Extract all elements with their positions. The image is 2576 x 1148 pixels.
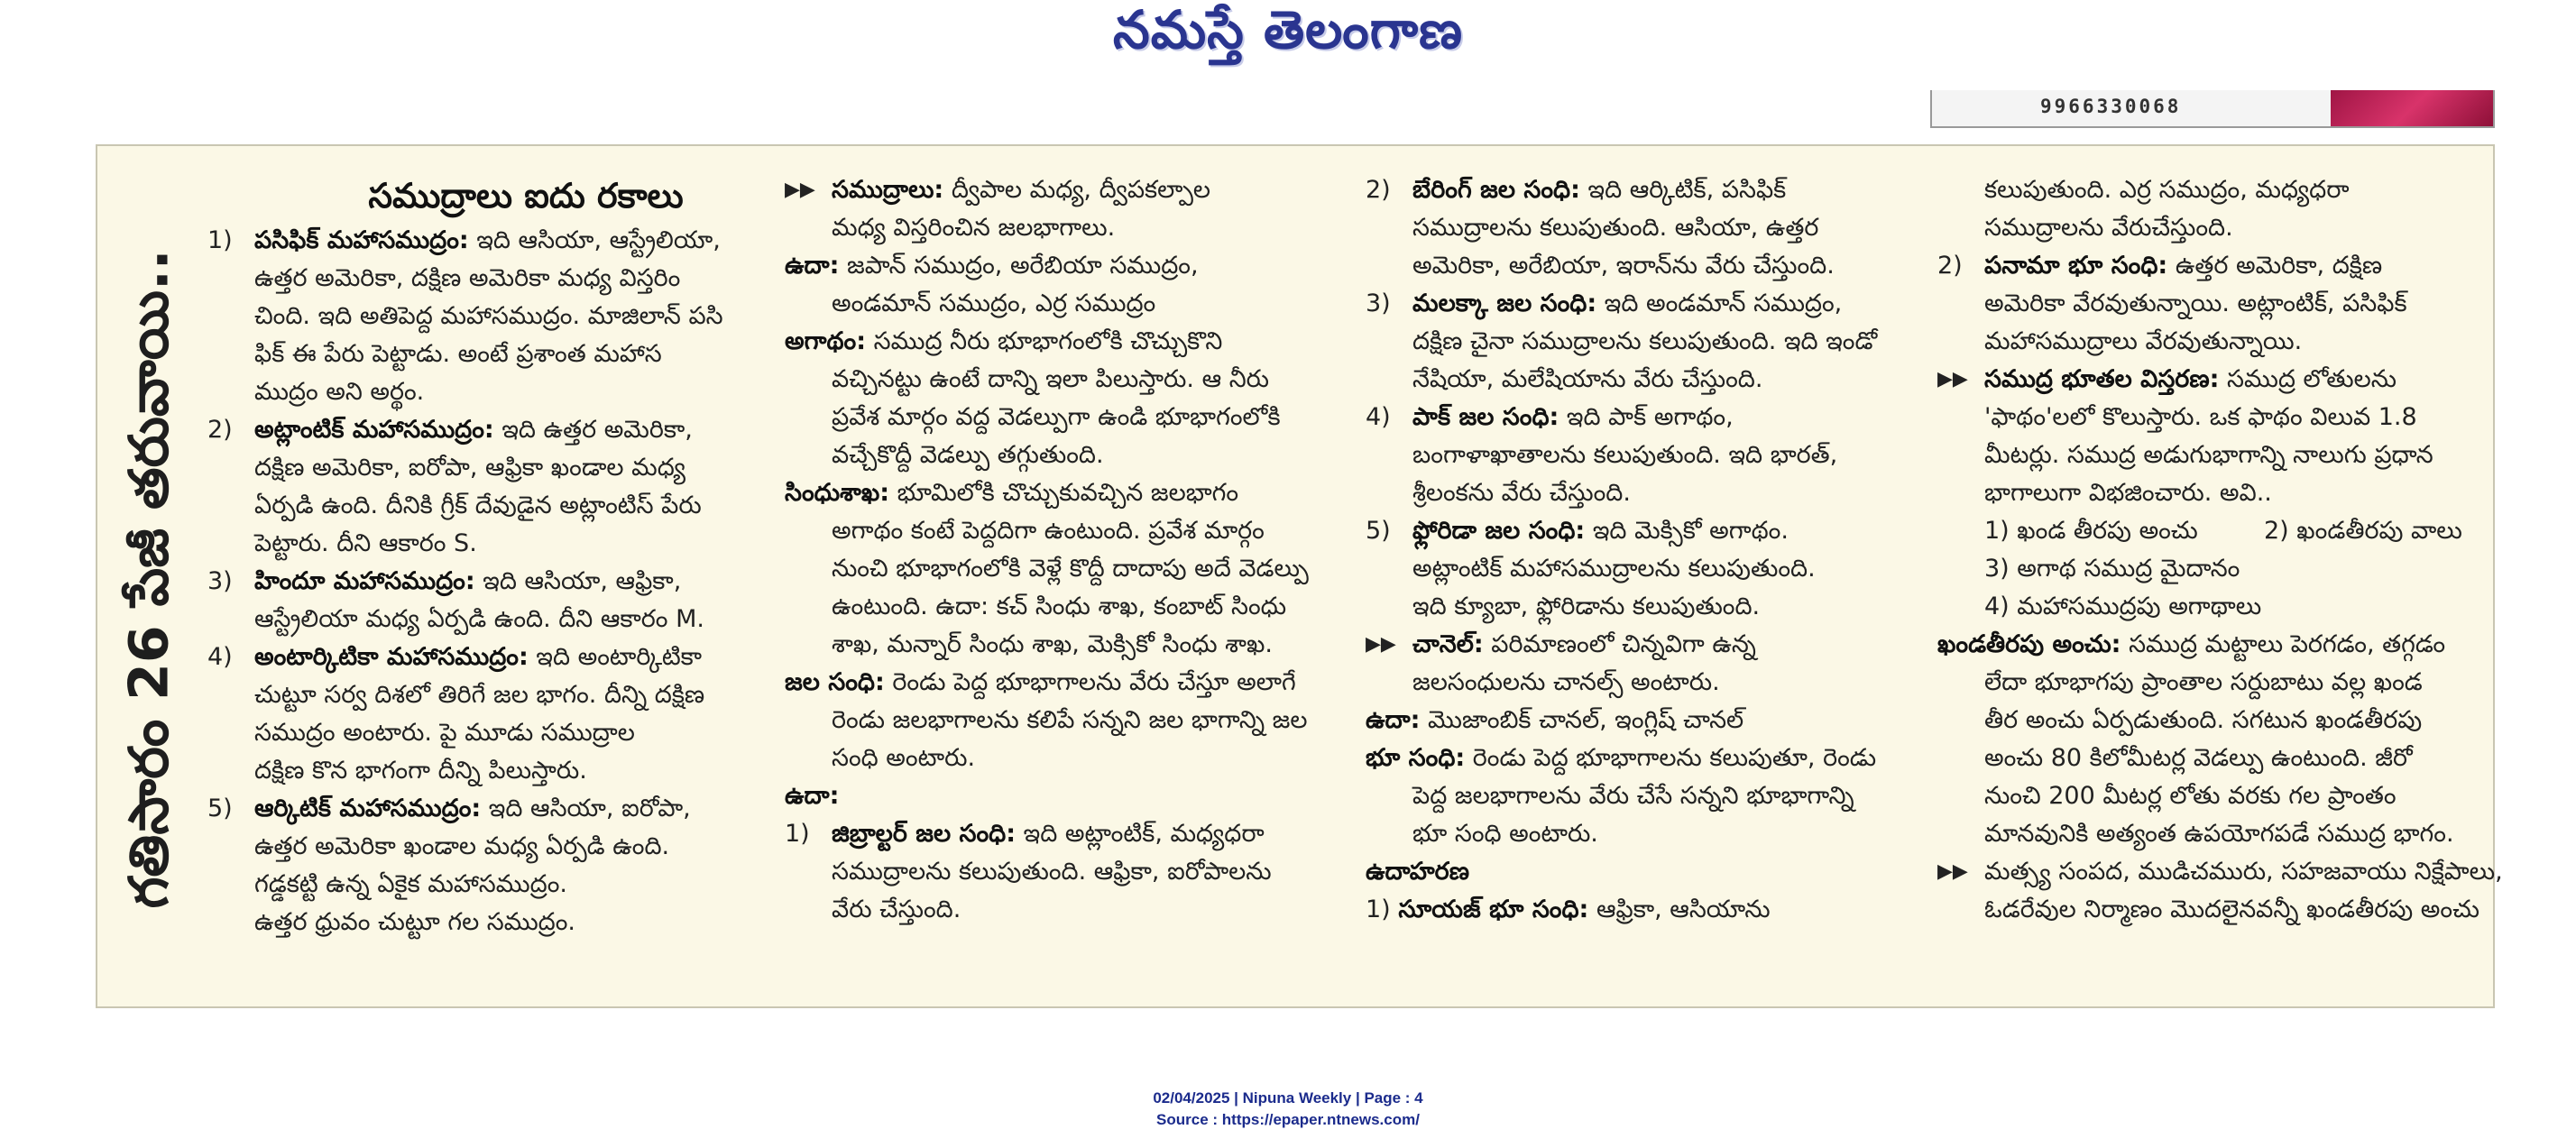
item-text: రెండు పెద్ద భూభాగాలను వేరు చేస్తూ అలాగే [892,668,1296,696]
item-text: ఉత్తర అమెరికా, దక్షిణ [2175,252,2383,280]
item-text: భూ సంధి అంటారు. [1412,820,1598,848]
item-text: అండమాన్ సముద్రం, ఎర్ర సముద్రం [832,289,1156,317]
item-term: సూయజ్ భూ సంధి: [1398,895,1589,923]
item-number: 1) [1366,895,1391,923]
item-term: హిందూ మహాసముద్రం: [254,567,475,595]
item-text: లేదా భూభాగపు ప్రాంతాల సర్దుబాటు వల్ల ఖండ [1984,668,2423,696]
column-1 [207,171,844,941]
item-text: కలుపుతుంది. ఎర్ర సముద్రం, మధ్యధరా [1984,176,2350,204]
double-arrow-icon: ▶▶ [1366,633,1396,656]
item-text: ఆఫ్రికా, ఆసియాను [1596,895,1771,923]
list-item [785,815,1416,853]
item-text: సంధి అంటారు. [832,744,976,772]
list-item [1366,171,1997,209]
masthead [0,0,2576,72]
item-text: ఓడరేవుల నిర్మాణం మొదలైనవన్నీ ఖండతీరపు అంచు [1984,895,2479,923]
item-number: 2) [1937,252,1963,280]
item-text: అమెరికా వేరవుతున్నాయి. అట్లాంటిక్, పసిఫిక్ [1984,289,2407,317]
item-term: అంటార్కిటికా మహాసముద్రం: [254,643,529,671]
item-number: 2) [207,416,233,444]
item-text: సముద్రాలను వేరుచేస్తుంది. [1984,214,2233,242]
item-text: మహాసముద్రాలు వేరవుతున్నాయి. [1984,327,2303,355]
item-text: సముద్ర నీరు భూభాగంలోకి చొచ్చుకొని [873,327,1223,355]
item-text: ఇది ఆర్కిటిక్, పసిఫిక్ [1587,176,1787,204]
footer-source-link[interactable]: Source : https://epaper.ntnews.com/ [1156,1111,1420,1128]
item-text: ఇది అంటార్కిటికా [536,643,703,671]
column-4 [1937,171,2569,929]
item-text: ద్వీపాల మధ్య, ద్వీపకల్పాల [951,176,1211,204]
article-heading: సముద్రాలు ఐదు రకాలు [368,176,684,216]
item-text: జలసంధులను చానల్స్ అంటారు. [1412,668,1720,696]
item-text: ఉత్తర అమెరికా, దక్షిణ అమెరికా మధ్య విస్తరిం [254,264,681,292]
list-item [207,790,844,828]
item-number: 5) [1366,517,1391,545]
parts-row [1937,512,2569,550]
ad-phone-number: 9966330068 [2040,96,2182,117]
bullet-item [1937,361,2569,399]
bullet-item [1937,853,2569,891]
part-item: 3) అగాథ సముద్ర మైదానం [1984,555,2240,583]
item-text: ఫిక్ ఈ పేరు పెట్టాడు. అంటే ప్రశాంత మహాస [254,340,662,368]
item-term: ఆర్కిటిక్ మహాసముద్రం: [254,794,482,822]
item-term: జల సంధి: [785,668,885,696]
item-number: 5) [207,794,233,822]
item-text: వచ్చినట్టు ఉంటే దాన్ని ఇలా పిలుస్తారు. ఆ నీరు [832,365,1270,393]
item-text: ఇది ఆసియా, ఆస్ట్రేలియా, [476,226,721,254]
item-text: ఉత్తర అమెరికా ఖండాల మధ్య ఏర్పడి ఉంది. [254,832,670,860]
item-text: మొజాంబిక్ చానల్, ఇంగ్లిష్ చానల్ [1428,706,1744,734]
item-text: ప్రవేశ మార్గం వద్ద వెడల్పుగా ఉండి భూభాగంలోకి [832,403,1281,431]
item-text: రెండు జలభాగాలను కలిపే సన్నని జల భాగాన్ని జల [832,706,1308,734]
footer [0,1088,2576,1131]
item-text: మధ్య విస్తరించిన జలభాగాలు. [832,214,1116,242]
item-term: భూ సంధి: [1366,744,1466,772]
item-text: దక్షిణ చైనా సముద్రాలను కలుపుతుంది. ఇది ఇండో [1412,327,1878,355]
item-term: ఫ్లోరిడా జల సంధి: [1412,517,1586,545]
column-2 [785,171,1416,929]
item-text: ఇది అట్లాంటిక్, మధ్యధరా [1023,820,1265,848]
list-item [207,638,844,676]
item-text: సముద్రాలను కలుపుతుంది. ఆఫ్రికా, ఐరోపాలను [832,858,1272,886]
ad-image [2331,90,2493,126]
item-text: శ్రీలంకను వేరు చేస్తుంది. [1412,479,1631,507]
item-text: ఉంటుంది. ఉదా: కచ్ సింధు శాఖ, కంబాట్ సింధు [832,592,1287,620]
list-item [207,222,844,260]
item-text: ఇది మెక్సికో అగాథం. [1592,517,1789,545]
bullet-item [785,171,1416,209]
part-item: 2) ఖండతీరపు వాలు [2264,517,2462,545]
item-text: 'ఫాథం'లలో కొలుస్తారు. ఒక ఫాథం విలువ 1.8 [1984,403,2417,431]
item-term: ఉదా: [785,252,840,280]
list-item [207,411,844,449]
list-item [1366,512,1997,550]
vertical-title [115,187,197,971]
item-text: చింది. ఇది అతిపెద్ద మహాసముద్రం. మాజిలాన్ పసి [254,302,723,330]
item-text: ముద్రం అని అర్థం. [254,378,425,406]
item-text: అంచు 80 కిలోమీటర్ల వెడల్పు ఉంటుంది. జీరో [1984,744,2413,772]
item-term: ఉదా: [785,782,840,810]
item-number: 1) [785,820,810,848]
item-text: రెండు పెద్ద భూభాగాలను కలుపుతూ, రెండు [1472,744,1877,772]
item-text: శాఖ, మన్నార్ సింధు శాఖ, మెక్సికో సింధు శాఖ. [832,630,1273,658]
item-text: ఇది క్యూబా, ఫ్లోరిడాను కలుపుతుంది. [1412,592,1761,620]
item-term: జిబ్రాల్టర్ జల సంధి: [832,820,1017,848]
item-text: మీటర్లు. సముద్ర అడుగుభాగాన్ని నాలుగు ప్రధాన [1984,441,2433,469]
item-term: సముద్ర భూతల విస్తరణ: [1984,365,2220,393]
item-term: పసిఫిక్ మహాసముద్రం: [254,226,469,254]
vertical-title-text: గతిసారం 26 పేజీ తరువాయి.. [118,249,181,909]
item-term: సముద్రాలు: [832,176,944,204]
item-term: అగాథం: [785,327,867,355]
item-term: ఉదా: [1366,706,1421,734]
item-text: గడ్డకట్టి ఉన్న ఏకైక మహాసముద్రం. [254,870,567,898]
double-arrow-icon: ▶▶ [1937,368,1968,390]
part-item: 4) మహాసముద్రపు అగాథాలు [1984,592,2262,620]
item-number: 4) [1366,403,1391,431]
item-text: చుట్టూ సర్వ దిశలో తిరిగే జల భాగం. దీన్ని దక్షిణ [254,681,705,709]
item-term: పాక్ జల సంధి: [1412,403,1559,431]
list-item [1366,285,1997,323]
masthead-logo: నమస్తే తెలంగాణ [1113,0,1463,60]
ad-strip [1930,90,2495,128]
list-item [1366,891,1997,929]
item-number: 1) [207,226,233,254]
footer-date-line: 02/04/2025 | Nipuna Weekly | Page : 4 [1153,1089,1423,1107]
item-text: వేరు చేస్తుంది. [832,895,961,923]
item-term: మలక్కా జల సంధి: [1412,289,1597,317]
item-text: భాగాలుగా విభజించారు. అవి.. [1984,479,2272,507]
item-text: మత్స్య సంపద, ముడిచమురు, సహజవాయు నిక్షేపాలు, [1984,858,2503,886]
double-arrow-icon: ▶▶ [1937,860,1968,883]
item-text: పెద్ద జలభాగాలను వేరు చేసే సన్నని భూభాగాన్ని [1412,782,1854,810]
item-text: వచ్చేకొద్దీ వెడల్పు తగ్గుతుంది. [832,441,1104,469]
list-item [1366,399,1997,436]
item-text: భూమిలోకి చొచ్చుకువచ్చిన జలభాగం [897,479,1239,507]
item-number: 3) [207,567,233,595]
bullet-item [1366,626,1997,664]
double-arrow-icon: ▶▶ [785,179,815,201]
item-text: పరిమాణంలో చిన్నవిగా ఉన్న [1491,630,1756,658]
item-text: తీర అంచు ఏర్పడుతుంది. సగటున ఖండతీరపు [1984,706,2423,734]
item-text: ఇది ఆసియా, ఐరోపా, [488,794,691,822]
item-text: ఉత్తర ధ్రువం చుట్టూ గల సముద్రం. [254,908,576,936]
item-text: ఇది అండమాన్ సముద్రం, [1604,289,1843,317]
item-text: ఇది పాక్ అగాథం, [1566,403,1734,431]
item-text: అగాథం కంటే పెద్దదిగా ఉంటుంది. ప్రవేశ మార్గం [832,517,1265,545]
item-text: పెట్టారు. దీని ఆకారం S. [254,529,477,557]
item-text: సముద్ర లోతులను [2227,365,2397,393]
item-text: అట్లాంటిక్ మహాసముద్రాలను కలుపుతుంది. [1412,555,1816,583]
item-term: పనామా భూ సంధి: [1984,252,2168,280]
item-term: ఖండతీరపు అంచు: [1937,630,2121,658]
item-term: సింధుశాఖ: [785,479,890,507]
item-text: నేషియా, మలేషియాను వేరు చేస్తుంది. [1412,365,1763,393]
item-text: అమెరికా, అరేబియా, ఇరాన్‌ను వేరు చేస్తుంది. [1412,252,1835,280]
item-text: బంగాళాఖాతాలను కలుపుతుంది. ఇది భారత్, [1412,441,1838,469]
item-text: మానవునికి అత్యంత ఉపయోగపడే సముద్ర భాగం. [1984,820,2454,848]
item-text: ఇది ఆసియా, ఆఫ్రికా, [483,567,682,595]
item-term: చానెల్: [1412,630,1484,658]
item-text: ఏర్పడి ఉంది. దీనికి గ్రీక్ దేవుడైన అట్లాంటిస్ పేరు [254,491,702,519]
item-term: బేరింగ్ జల సంధి: [1412,176,1580,204]
item-number: 4) [207,643,233,671]
column-3 [1366,171,1997,929]
item-text: దక్షిణ కొన భాగంగా దీన్ని పిలుస్తారు. [254,757,587,785]
item-number: 2) [1366,176,1391,204]
item-text: సముద్రం అంటారు. పై మూడు సముద్రాల [254,719,635,747]
item-term: ఉదాహరణ [1366,858,1469,886]
list-item [1937,247,2569,285]
item-text: నుంచి భూభాగంలోకి వెళ్లే కొద్దీ దాదాపు అదే వెడల్పు [832,555,1309,583]
article-box [96,144,2503,1008]
item-text: నుంచి 200 మీటర్ల లోతు వరకు గల ప్రాంతం [1984,782,2397,810]
part-item: 1) ఖండ తీరపు అంచు [1984,517,2198,545]
item-term: అట్లాంటిక్ మహాసముద్రం: [254,416,494,444]
item-text: ఇది ఉత్తర అమెరికా, [501,416,693,444]
item-number: 3) [1366,289,1391,317]
item-text: సముద్ర మట్టాలు పెరగడం, తగ్గడం [2129,630,2446,658]
item-text: దక్షిణ అమెరికా, ఐరోపా, ఆఫ్రికా ఖండాల మధ్య [254,454,685,482]
item-text: సముద్రాలను కలుపుతుంది. ఆసియా, ఉత్తర [1412,214,1819,242]
item-text: ఆస్ట్రేలియా మధ్య ఏర్పడి ఉంది. దీని ఆకారం M. [254,605,704,633]
item-text: జపాన్ సముద్రం, అరేబియా సముద్రం, [847,252,1199,280]
list-item [207,563,844,601]
